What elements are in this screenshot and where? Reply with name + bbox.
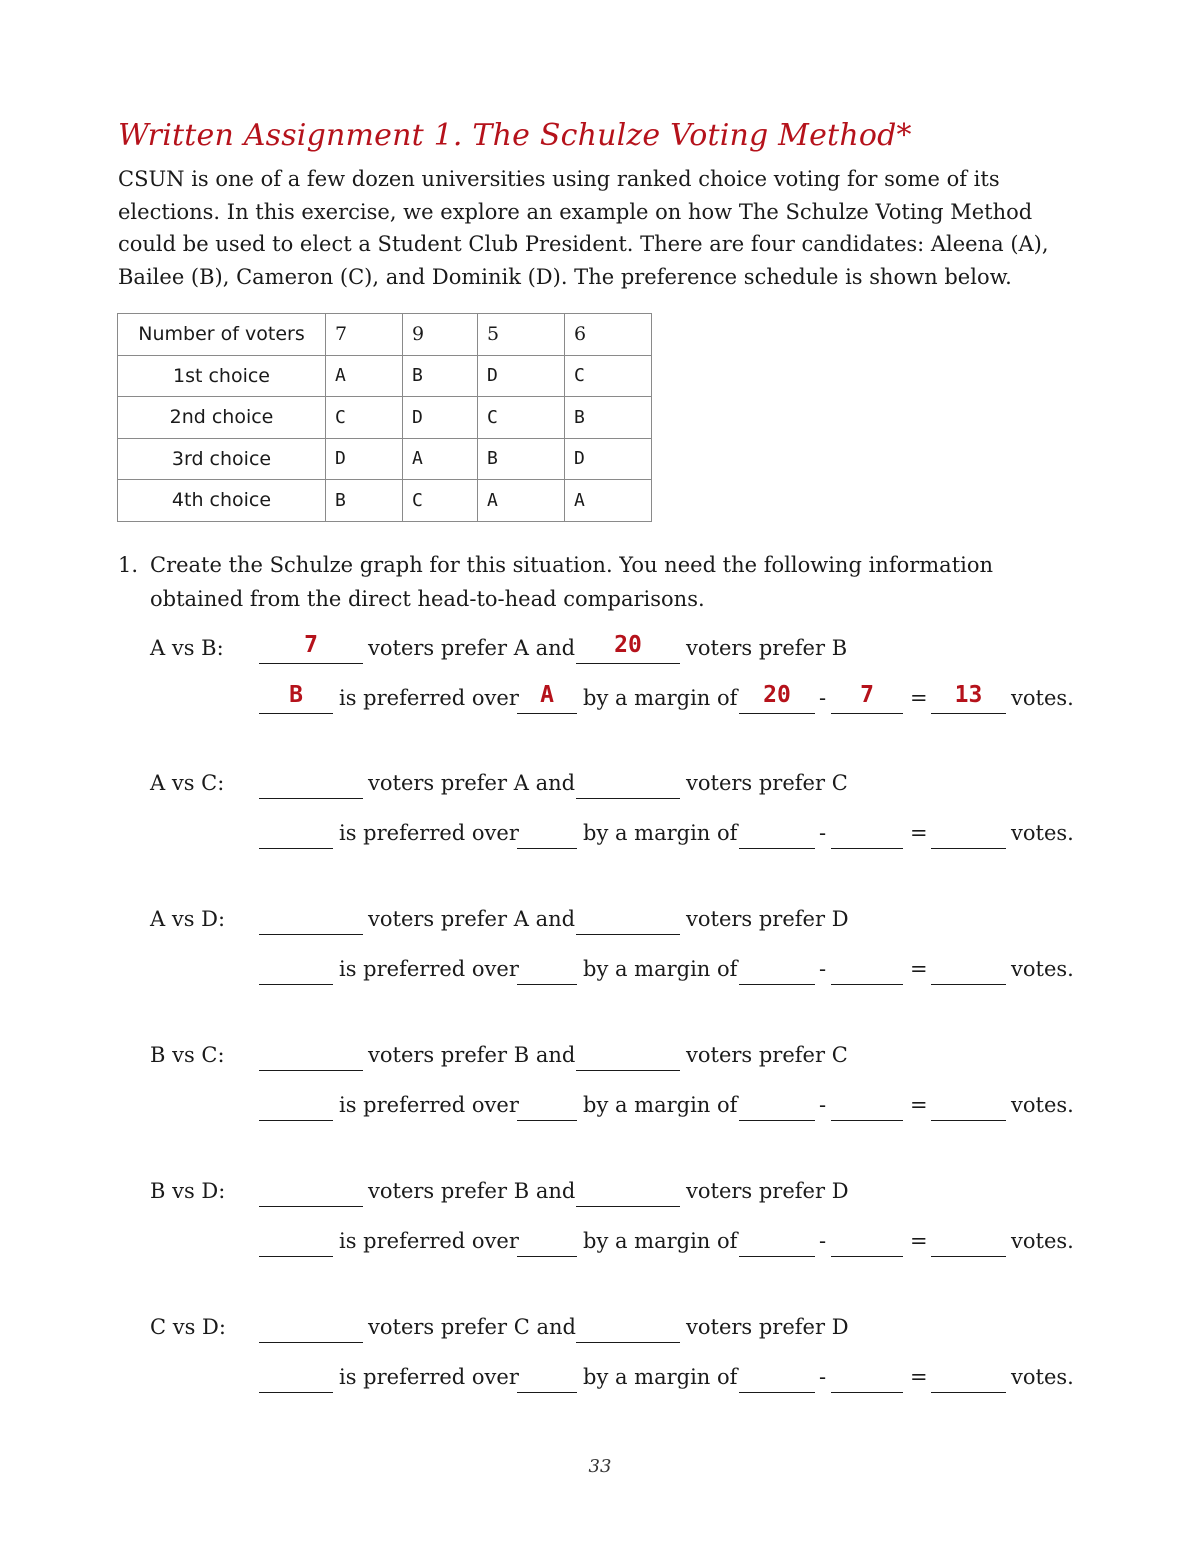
by-margin-text: by a margin of [583, 1229, 738, 1253]
is-preferred-over-text: is preferred over [339, 957, 519, 981]
minus-sign: - [819, 1093, 827, 1117]
second-count-answer: 20 [614, 632, 642, 658]
first-count-blank[interactable] [259, 1206, 363, 1207]
preference-schedule-table [117, 313, 652, 522]
votes-text: votes. [1011, 957, 1074, 981]
by-margin-text: by a margin of [583, 957, 738, 981]
assignment-title: Written Assignment 1. The Schulze Voting Method* [118, 118, 912, 153]
and-text: and [535, 771, 576, 795]
margin-result-answer: 13 [954, 682, 983, 708]
candidate-letter: C [831, 1043, 848, 1067]
minus-sign: - [819, 821, 827, 845]
minus-sign: - [819, 957, 827, 981]
row-label: 1st choice [118, 355, 326, 397]
minus-sign: - [819, 1365, 827, 1389]
first-count-blank[interactable] [259, 1342, 363, 1343]
second-count-blank[interactable] [576, 1342, 680, 1343]
votes-text: votes. [1011, 821, 1074, 845]
voters-prefer-first-text [368, 907, 575, 931]
voters-prefer-second-text [686, 1179, 849, 1203]
margin-a-answer: 20 [763, 682, 791, 708]
candidate-letter: D [831, 1179, 849, 1203]
voters-prefer-first-text [368, 1315, 576, 1339]
first-count-blank[interactable] [259, 934, 363, 935]
margin-result-blank[interactable] [931, 713, 1006, 714]
candidate-letter: B [831, 636, 848, 660]
table-cell: C [403, 480, 478, 522]
margin-b-blank[interactable] [831, 848, 903, 849]
loser-blank[interactable] [517, 1256, 577, 1257]
comparison-label: B vs C: [150, 1043, 225, 1067]
winner-blank[interactable] [259, 984, 333, 985]
by-margin-text: by a margin of [583, 1365, 738, 1389]
voters-prefer-second-text [686, 1043, 848, 1067]
question-text: Create the Schulze graph for this situation. You need the following information obtained from the direct head-to-head comparisons. [150, 553, 994, 611]
loser-blank[interactable] [517, 713, 577, 714]
margin-b-blank[interactable] [831, 1392, 903, 1393]
voters-prefer-text: voters prefer [686, 907, 826, 931]
voters-prefer-text: voters prefer [368, 771, 508, 795]
loser-blank[interactable] [517, 1120, 577, 1121]
and-text: and [535, 636, 576, 660]
voters-count: 5 [478, 314, 565, 356]
minus-sign: - [819, 1229, 827, 1253]
margin-b-blank[interactable] [831, 1256, 903, 1257]
table-cell: C [478, 397, 565, 439]
by-margin-text: by a margin of [583, 686, 738, 710]
candidate-letter: B [513, 1043, 530, 1067]
comparison-label: C vs D: [150, 1315, 226, 1339]
loser-blank[interactable] [517, 984, 577, 985]
table-cell: D [403, 397, 478, 439]
candidate-letter: D [831, 1315, 849, 1339]
margin-b-blank[interactable] [831, 713, 903, 714]
comparison-label: A vs D: [150, 907, 226, 931]
comparison-label: A vs B: [150, 636, 224, 660]
candidate-letter: A [513, 636, 529, 660]
table-row [118, 314, 652, 356]
table-cell: A [326, 355, 403, 397]
votes-text: votes. [1011, 686, 1074, 710]
table-cell: B [478, 438, 565, 480]
table-row [118, 438, 652, 480]
voters-prefer-second-text [686, 771, 848, 795]
loser-answer: A [540, 682, 554, 708]
first-count-blank[interactable] [259, 663, 363, 664]
minus-sign: - [819, 686, 827, 710]
table-cell: C [565, 355, 652, 397]
table-cell: B [403, 355, 478, 397]
voters-prefer-text: voters prefer [686, 1179, 826, 1203]
table-cell: A [565, 480, 652, 522]
and-text: and [535, 1179, 576, 1203]
candidate-letter: A [513, 771, 529, 795]
table-row [118, 355, 652, 397]
loser-blank[interactable] [517, 848, 577, 849]
winner-answer: B [289, 682, 303, 708]
candidate-letter: B [513, 1179, 530, 1203]
winner-blank[interactable] [259, 1392, 333, 1393]
margin-result-blank[interactable] [931, 1120, 1006, 1121]
first-count-answer: 7 [304, 632, 318, 658]
candidate-letter: C [513, 1315, 530, 1339]
table-cell: A [478, 480, 565, 522]
table-cell: D [565, 438, 652, 480]
first-count-blank[interactable] [259, 798, 363, 799]
voters-prefer-first-text [368, 636, 575, 660]
voters-prefer-text: voters prefer [368, 907, 508, 931]
margin-a-blank[interactable] [739, 1392, 815, 1393]
voters-prefer-second-text [686, 1315, 849, 1339]
loser-blank[interactable] [517, 1392, 577, 1393]
equals-sign: = [910, 957, 928, 981]
equals-sign: = [910, 1093, 928, 1117]
comparison-label: B vs D: [150, 1179, 226, 1203]
question-1 [118, 548, 1078, 616]
and-text: and [536, 1315, 576, 1339]
margin-a-blank[interactable] [739, 848, 815, 849]
is-preferred-over-text: is preferred over [339, 1365, 519, 1389]
second-count-blank[interactable] [576, 798, 680, 799]
voters-count: 9 [403, 314, 478, 356]
candidate-letter: A [513, 907, 529, 931]
second-count-blank[interactable] [576, 1206, 680, 1207]
equals-sign: = [910, 821, 928, 845]
second-count-blank[interactable] [576, 934, 680, 935]
voters-prefer-text: voters prefer [368, 636, 508, 660]
second-count-blank[interactable] [576, 663, 680, 664]
question-number: 1. [118, 553, 139, 577]
margin-a-blank[interactable] [739, 713, 815, 714]
voters-count: 6 [565, 314, 652, 356]
margin-a-blank[interactable] [739, 1256, 815, 1257]
is-preferred-over-text: is preferred over [339, 821, 519, 845]
voters-prefer-text: voters prefer [686, 636, 826, 660]
is-preferred-over-text: is preferred over [339, 1229, 519, 1253]
comparison-label: A vs C: [150, 771, 225, 795]
table-cell: B [326, 480, 403, 522]
voters-prefer-first-text [368, 1043, 575, 1067]
table-cell: D [478, 355, 565, 397]
second-count-blank[interactable] [576, 1070, 680, 1071]
voters-count: 7 [326, 314, 403, 356]
voters-prefer-text: voters prefer [686, 771, 826, 795]
margin-result-blank[interactable] [931, 984, 1006, 985]
voters-prefer-second-text [686, 907, 849, 931]
by-margin-text: by a margin of [583, 821, 738, 845]
page-number: 33 [588, 1456, 612, 1477]
voters-prefer-second-text [686, 636, 847, 660]
voters-prefer-text: voters prefer [368, 1315, 508, 1339]
winner-blank[interactable] [259, 1120, 333, 1121]
equals-sign: = [910, 1229, 928, 1253]
and-text: and [535, 1043, 576, 1067]
voters-prefer-first-text [368, 771, 575, 795]
winner-blank[interactable] [259, 713, 333, 714]
margin-result-blank[interactable] [931, 848, 1006, 849]
table-row [118, 480, 652, 522]
equals-sign: = [910, 686, 928, 710]
intro-paragraph: CSUN is one of a few dozen universities using ranked choice voting for some of its elections. In this exercise, we explore an example on how The Schulze Voting Method could be used to elect a Student Club President. There are four candidates: Aleena (A), Bailee (B), Cameron (C), and Dominik (D). The preference schedule is shown below. [118, 167, 1049, 289]
voters-prefer-text: voters prefer [686, 1315, 826, 1339]
winner-blank[interactable] [259, 848, 333, 849]
margin-result-blank[interactable] [931, 1392, 1006, 1393]
votes-text: votes. [1011, 1229, 1074, 1253]
is-preferred-over-text: is preferred over [339, 1093, 519, 1117]
voters-prefer-text: voters prefer [368, 1179, 508, 1203]
table-cell: B [565, 397, 652, 439]
margin-b-blank[interactable] [831, 984, 903, 985]
candidate-letter: C [831, 771, 848, 795]
equals-sign: = [910, 1365, 928, 1389]
table-header-label: Number of voters [118, 314, 326, 356]
by-margin-text: by a margin of [583, 1093, 738, 1117]
is-preferred-over-text: is preferred over [339, 686, 519, 710]
table-row [118, 397, 652, 439]
first-count-blank[interactable] [259, 1070, 363, 1071]
margin-a-blank[interactable] [739, 1120, 815, 1121]
table-cell: A [403, 438, 478, 480]
candidate-letter: D [831, 907, 849, 931]
table-cell: D [326, 438, 403, 480]
row-label: 3rd choice [118, 438, 326, 480]
winner-blank[interactable] [259, 1256, 333, 1257]
voters-prefer-text: voters prefer [368, 1043, 508, 1067]
and-text: and [535, 907, 576, 931]
margin-b-blank[interactable] [831, 1120, 903, 1121]
margin-b-answer: 7 [860, 682, 874, 708]
table-cell: C [326, 397, 403, 439]
votes-text: votes. [1011, 1093, 1074, 1117]
voters-prefer-text: voters prefer [686, 1043, 826, 1067]
margin-a-blank[interactable] [739, 984, 815, 985]
row-label: 2nd choice [118, 397, 326, 439]
margin-result-blank[interactable] [931, 1256, 1006, 1257]
row-label: 4th choice [118, 480, 326, 522]
voters-prefer-first-text [368, 1179, 575, 1203]
votes-text: votes. [1011, 1365, 1074, 1389]
